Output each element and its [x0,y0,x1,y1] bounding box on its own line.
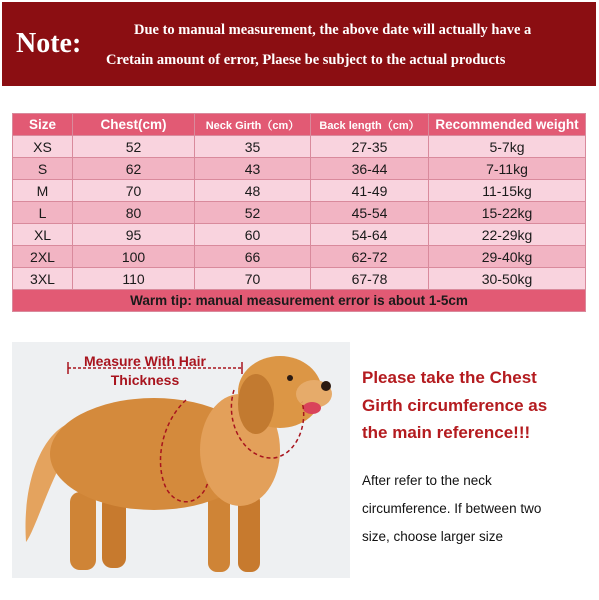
chest-note-line-3: the main reference!!! [362,423,531,442]
table-row [13,224,586,246]
header-chest: Chest(cm) [73,114,195,136]
cell-back: 67-78 [311,268,429,290]
dog-ear [238,374,274,434]
table-row [13,202,586,224]
cell-chest: 100 [73,246,195,268]
cell-weight: 5-7kg [429,136,586,158]
cell-size: XL [13,224,73,246]
cell-weight: 22-29kg [429,224,586,246]
note-line-2: Cretain amount of error, Plaese be subject to the actual products [106,52,506,68]
chest-note-line-1: Please take the Chest [362,368,537,387]
cell-weight: 29-40kg [429,246,586,268]
cell-neck: 60 [195,224,311,246]
dog-eye [287,375,293,381]
cell-chest: 80 [73,202,195,224]
chest-note-line-2: Girth circumference as [362,396,548,415]
table-row [13,136,586,158]
header-back-length: Back length（cm） [311,114,429,136]
header-recommended-weight: Recommended weight [429,114,586,136]
cell-size: S [13,158,73,180]
cell-back: 27-35 [311,136,429,158]
cell-size: 2XL [13,246,73,268]
measure-label-line-2: Thickness [110,372,180,388]
table-row [13,180,586,202]
cell-back: 36-44 [311,158,429,180]
cell-neck: 43 [195,158,311,180]
neck-note-line-2: circumference. If between two [362,501,542,516]
cell-back: 41-49 [311,180,429,202]
cell-neck: 48 [195,180,311,202]
cell-neck: 35 [195,136,311,158]
cell-back: 62-72 [311,246,429,268]
cell-back: 54-64 [311,224,429,246]
header-neck-girth: Neck Girth（cm） [195,114,311,136]
table-row [13,246,586,268]
cell-chest: 52 [73,136,195,158]
table-footer-row [13,290,586,312]
note-label: Note: [16,28,82,59]
cell-size: M [13,180,73,202]
note-banner [2,2,596,86]
dog-back-leg-1 [70,492,96,570]
measure-label-line-1: Measure With Hair [83,353,206,369]
cell-weight: 11-15kg [429,180,586,202]
cell-chest: 95 [73,224,195,246]
cell-neck: 52 [195,202,311,224]
cell-size: 3XL [13,268,73,290]
table-row [13,158,586,180]
cell-chest: 110 [73,268,195,290]
cell-neck: 66 [195,246,311,268]
note-line-1: Due to manual measurement, the above date will actually have a [134,22,532,38]
cell-weight: 7-11kg [429,158,586,180]
cell-size: XS [13,136,73,158]
warm-tip: Warm tip: manual measurement error is about 1-5cm [13,290,586,312]
cell-weight: 15-22kg [429,202,586,224]
cell-weight: 30-50kg [429,268,586,290]
table-row [13,268,586,290]
table-header-row [13,114,586,136]
cell-back: 45-54 [311,202,429,224]
cell-chest: 70 [73,180,195,202]
dog-nose [321,381,331,391]
neck-note-line-1: After refer to the neck [362,473,492,488]
neck-note-line-3: size, choose larger size [362,529,504,544]
cell-neck: 70 [195,268,311,290]
cell-size: L [13,202,73,224]
cell-chest: 62 [73,158,195,180]
header-size: Size [13,114,73,136]
dog-tongue [303,402,321,414]
size-chart-table [12,113,586,312]
